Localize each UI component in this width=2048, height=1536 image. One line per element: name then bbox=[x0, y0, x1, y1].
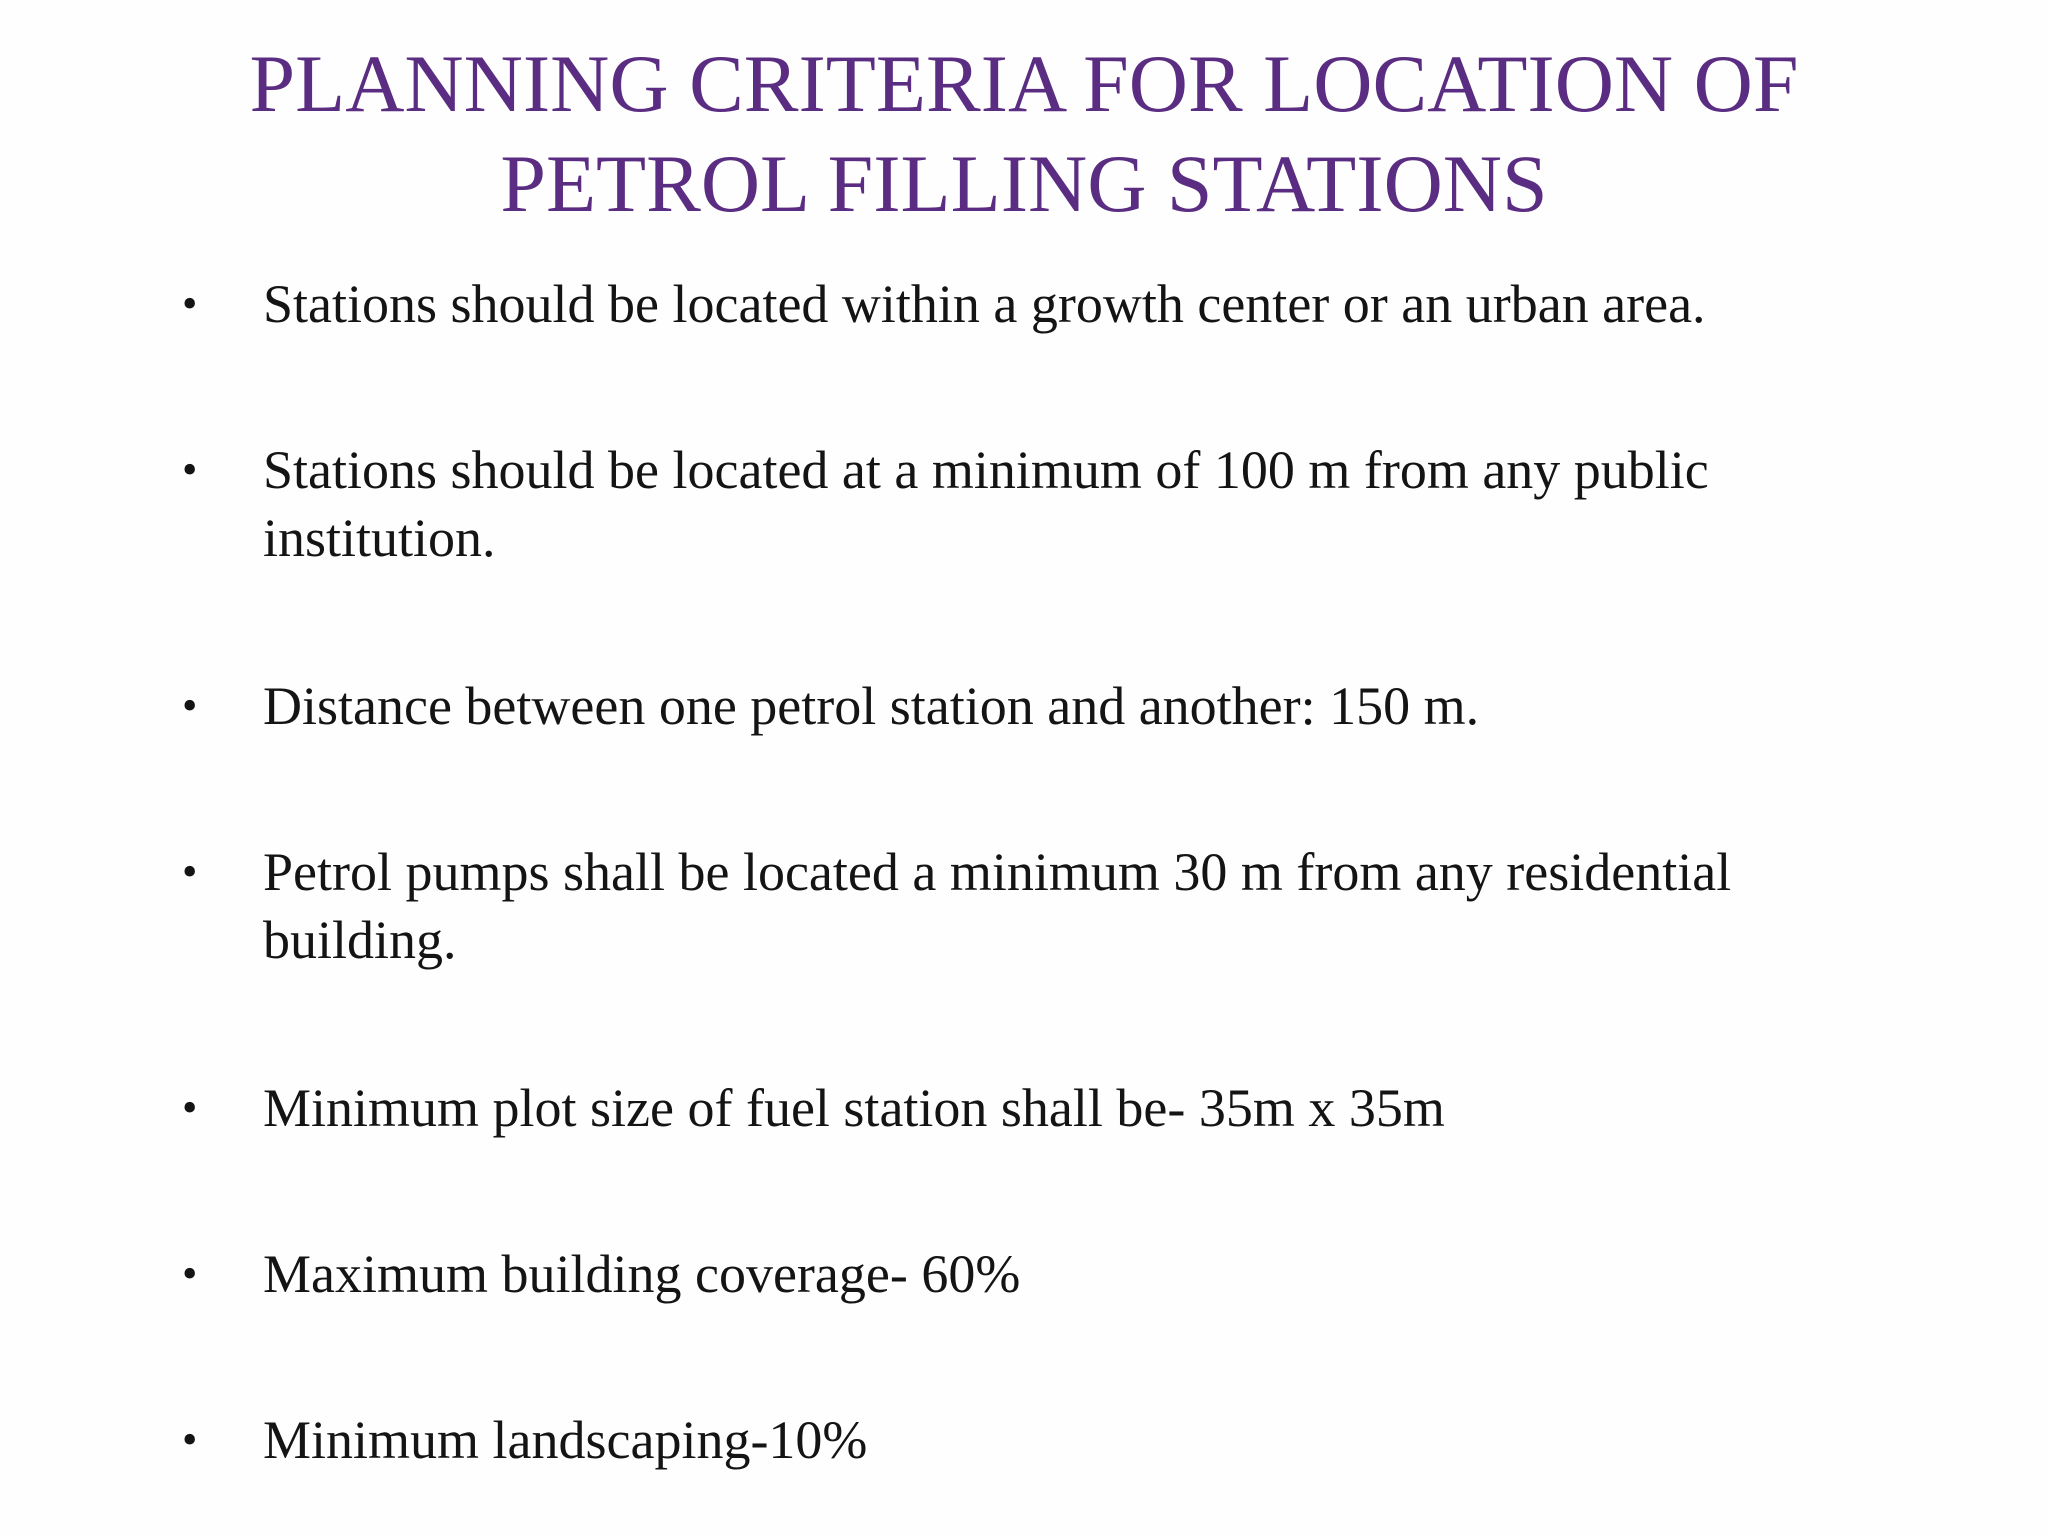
criteria-text: Stations should be located within a growth center or an urban area. bbox=[263, 274, 1706, 334]
criteria-text: Minimum plot size of fuel station shall be- 35m x 35m bbox=[263, 1078, 1445, 1138]
criteria-item-building-coverage bbox=[180, 1240, 1880, 1308]
criteria-text: Maximum building coverage- 60% bbox=[263, 1244, 1021, 1304]
criteria-item-public-institution bbox=[180, 436, 1880, 572]
criteria-text-line-2: building. bbox=[263, 910, 457, 970]
criteria-text-line-2: institution. bbox=[263, 508, 496, 568]
bullet-icon: • bbox=[182, 445, 198, 494]
criteria-text bbox=[263, 838, 1863, 974]
slide-title bbox=[0, 34, 2048, 234]
criteria-text-line-1: Stations should be located at a minimum of 100 m from any public bbox=[263, 440, 1709, 500]
bullet-icon: • bbox=[182, 1249, 198, 1298]
criteria-text-line-1: Petrol pumps shall be located a minimum 30 m from any residential bbox=[263, 842, 1732, 902]
criteria-item-station-distance bbox=[180, 672, 1880, 740]
slide-title-line-2: PETROL FILLING STATIONS bbox=[500, 138, 1548, 229]
criteria-item-landscaping bbox=[180, 1406, 1880, 1474]
criteria-item-growth-center bbox=[180, 270, 1880, 338]
bullet-icon: • bbox=[182, 279, 198, 328]
slide-title-line-1: PLANNING CRITERIA FOR LOCATION OF bbox=[249, 38, 1799, 129]
bullet-icon: • bbox=[182, 847, 198, 896]
criteria-item-plot-size bbox=[180, 1074, 1880, 1142]
criteria-item-residential-distance bbox=[180, 838, 1880, 974]
criteria-text: Distance between one petrol station and another: 150 m. bbox=[263, 676, 1480, 736]
bullet-icon: • bbox=[182, 681, 198, 730]
criteria-text: Minimum landscaping-10% bbox=[263, 1410, 868, 1470]
criteria-text bbox=[263, 436, 1863, 572]
bullet-icon: • bbox=[182, 1083, 198, 1132]
bullet-icon: • bbox=[182, 1415, 198, 1464]
